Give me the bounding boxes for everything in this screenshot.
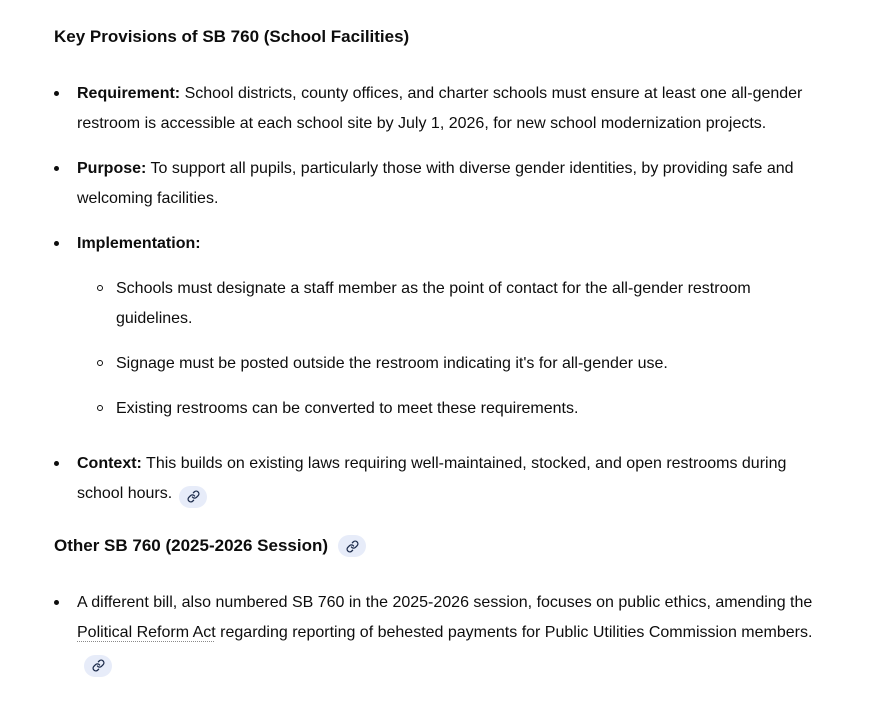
list-item-other-bill [54, 588, 822, 678]
sublist-item [97, 274, 822, 334]
bullet-marker [54, 154, 77, 214]
link-icon [92, 659, 105, 672]
political-reform-act-cite-link[interactable]: Political Reform Act [77, 624, 216, 641]
bullet-marker [54, 449, 77, 509]
section-heading-other-sb760: Other SB 760 (2025-2026 Session) [54, 536, 329, 555]
item-lead: Implementation: [77, 235, 201, 252]
section-heading-key-provisions: Key Provisions of SB 760 (School Facilities) [54, 27, 410, 46]
list-item-text [77, 588, 822, 678]
list-item-text [77, 449, 822, 509]
list-item-text [77, 154, 822, 214]
item-body: School districts, county offices, and charter schools must ensure at least one all-gender restroom is accessible at each school site by July 1, 2026, for new school modernization projects. [77, 85, 803, 132]
bullet-dot-icon [54, 91, 59, 96]
bullet-marker [54, 588, 77, 678]
citation-chip[interactable] [84, 655, 112, 677]
list-item-text: Signage must be posted outside the restroom indicating it's for all-gender use. [116, 355, 668, 372]
citation-chip[interactable] [179, 486, 207, 508]
section-heading-row [54, 533, 822, 559]
item-body: regarding reporting of behested payments for Public Utilities Commission members. [215, 624, 813, 641]
citation-chip[interactable] [338, 535, 366, 557]
list-item-text [77, 229, 822, 434]
list-item-text [77, 79, 822, 139]
sublist-item [97, 394, 822, 424]
other-bill-list [54, 588, 822, 678]
item-body: This builds on existing laws requiring well-maintained, stocked, and open restrooms during school hours. [77, 455, 787, 502]
sub-bullet-marker [97, 394, 116, 424]
bullet-dot-icon [54, 600, 59, 605]
link-icon [187, 490, 200, 503]
sublist-item [97, 349, 822, 379]
item-body: To support all pupils, particularly those with diverse gender identities, by providing safe and welcoming facilities. [77, 160, 794, 207]
link-icon [346, 540, 359, 553]
bullet-dot-icon [54, 166, 59, 171]
bullet-dot-icon [54, 241, 59, 246]
list-item-requirement [54, 79, 822, 139]
list-item-text: Existing restrooms can be converted to meet these requirements. [116, 400, 579, 417]
bullet-circle-icon [97, 360, 103, 366]
item-body: A different bill, also numbered SB 760 in the 2025-2026 session, focuses on public ethics, amending the [77, 594, 813, 611]
bullet-marker [54, 229, 77, 434]
item-lead: Requirement: [77, 85, 181, 102]
sub-bullet-marker [97, 349, 116, 379]
list-item-text: Schools must designate a staff member as the point of contact for the all-gender restroom guidelines. [116, 280, 751, 327]
sub-bullet-marker [97, 274, 116, 334]
list-item-context [54, 449, 822, 509]
item-lead: Purpose: [77, 160, 147, 177]
list-item-implementation [54, 229, 822, 434]
bullet-dot-icon [54, 461, 59, 466]
bullet-circle-icon [97, 285, 103, 291]
list-item-purpose [54, 154, 822, 214]
implementation-sublist [77, 274, 822, 424]
item-lead: Context: [77, 455, 142, 472]
provisions-list [54, 79, 822, 509]
bullet-circle-icon [97, 405, 103, 411]
bullet-marker [54, 79, 77, 139]
